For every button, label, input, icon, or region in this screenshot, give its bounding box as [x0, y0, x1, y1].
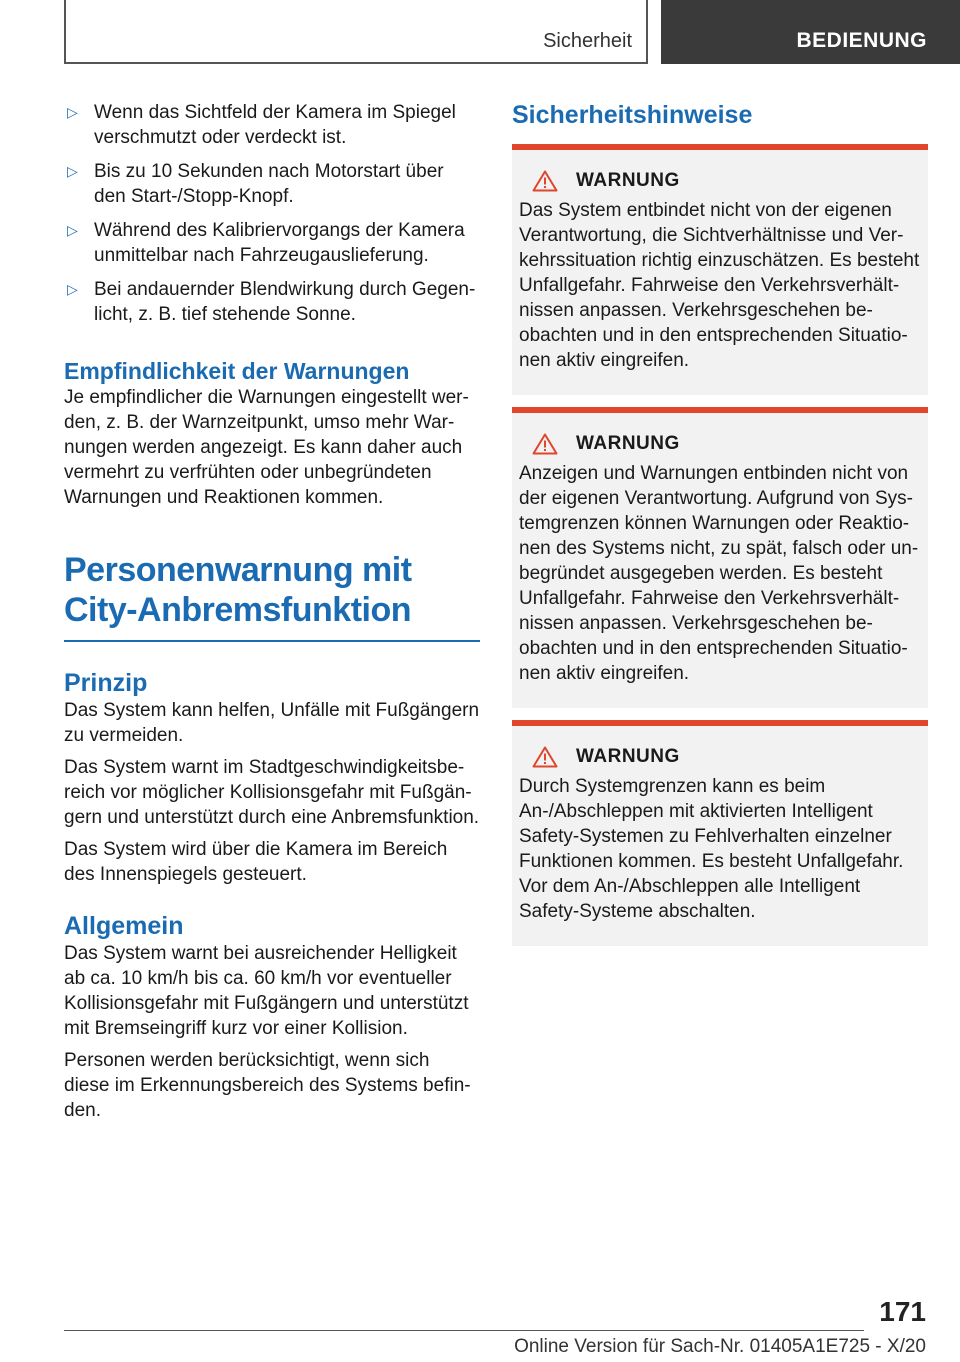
warning-header	[532, 746, 921, 768]
left-column	[64, 100, 480, 1130]
triangle-right-icon: ▷	[67, 281, 78, 297]
list-item: ▷ Wenn das Sichtfeld der Kamera im Spiegel verschmutzt oder verdeckt ist.	[67, 102, 456, 148]
sensitivity-paragraph: Je empfindlicher die Warnungen eingestellt werden, z. B. der Warnzeitpunkt, umso mehr Warnungen werden angezeigt. Es kann daher auch vermehrt zu verfrühten oder unbegründeten Warnungen und Reaktionen kommen.	[64, 387, 469, 508]
general-paragraph: Personen werden berücksichtigt, wenn sich diese im Erkennungsbereich des Systems befinden.	[64, 1050, 471, 1121]
warning-box	[512, 407, 928, 708]
general-paragraph: Das System warnt bei ausreichender Helligkeit ab ca. 10 km/h bis ca. 60 km/h vor eventueller Kollisionsgefahr mit Fußgängern und unterstützt mit Bremseingriff kurz vor einer Kollision.	[64, 943, 469, 1039]
section-title: Sicherheit	[543, 30, 632, 52]
list-item: ▷ Bei andauernder Blendwirkung durch Gegenlicht, z. B. tief stehende Sonne.	[67, 279, 476, 325]
list-item: ▷ Während des Kalibriervorgangs der Kamera unmittelbar nach Fahrzeugauslieferung.	[67, 220, 465, 266]
main-heading: Personenwarnung mit City-Anbremsfunktion	[64, 551, 412, 629]
header-section-tab	[64, 0, 648, 64]
warning-triangle-icon	[532, 170, 558, 192]
warning-header	[532, 433, 921, 455]
warning-text: Das System entbindet nicht von der eigenen Verantwortung, die Sichtverhältnisse und Verkehrssituation richtig einzuschätzen. Es besteht Unfallgefahr. Fahrweise den Verkehrsverhältnissen anpassen. Verkehrsgeschehen beobachten und in den entsprechenden Situationen aktiv eingreifen.	[519, 200, 920, 371]
warning-header	[532, 170, 921, 192]
warning-label: WARNUNG	[576, 746, 680, 767]
safety-heading: Sicherheitshinweise	[512, 101, 753, 129]
warning-box	[512, 720, 928, 946]
list-item: ▷ Bis zu 10 Sekunden nach Motorstart über den Start-/Stopp-Knopf.	[67, 161, 444, 207]
general-heading: Allgemein	[64, 912, 184, 940]
heading-divider	[64, 640, 480, 642]
warning-label: WARNUNG	[576, 433, 680, 454]
principle-paragraph: Das System warnt im Stadtgeschwindigkeitsbereich vor möglicher Kollisionsgefahr mit Fußgängern und unterstützt durch eine Anbremsfunktion.	[64, 757, 480, 828]
principle-paragraph: Das System wird über die Kamera im Bereich des Innenspiegels gesteuert.	[64, 839, 448, 885]
right-column	[512, 100, 928, 958]
page-number: 171	[879, 1296, 926, 1327]
condition-list	[64, 100, 480, 327]
warning-triangle-icon	[532, 746, 558, 768]
warning-triangle-icon	[532, 433, 558, 455]
header-chapter-tab	[661, 0, 960, 64]
warning-text: Anzeigen und Warnungen entbinden nicht von der eigenen Verantwortung. Aufgrund von Systemgrenzen können Warnungen oder Reaktionen des Systems nicht, zu spät, falsch oder unbegründet ausgegeben werden. Es besteht Unfallgefahr. Fahrweise den Verkehrsverhältnissen anpassen. Verkehrsgeschehen beobachten und in den entsprechenden Situationen aktiv eingreifen.	[519, 463, 919, 684]
triangle-right-icon: ▷	[67, 222, 78, 238]
warning-box	[512, 144, 928, 395]
chapter-title: BEDIENUNG	[796, 29, 927, 52]
triangle-right-icon: ▷	[67, 163, 78, 179]
principle-heading: Prinzip	[64, 669, 148, 697]
footer-divider	[64, 1330, 864, 1331]
warning-label: WARNUNG	[576, 170, 680, 191]
sensitivity-heading: Empfindlichkeit der Warnungen	[64, 358, 410, 384]
warning-text: Durch Systemgrenzen kann es beim An-/Abschleppen mit aktivierten Intelligent Safety-Systemen zu Fehlverhalten einzelner Funktionen kommen. Es besteht Unfallgefahr. Vor dem An-/Abschleppen alle Intelligent Safety-Systeme abschalten.	[519, 776, 904, 922]
principle-paragraph: Das System kann helfen, Unfälle mit Fußgängern zu vermeiden.	[64, 700, 480, 746]
footer-online-version: Online Version für Sach-Nr. 01405A1E725 - X/20	[514, 1336, 926, 1357]
triangle-right-icon: ▷	[67, 104, 78, 120]
